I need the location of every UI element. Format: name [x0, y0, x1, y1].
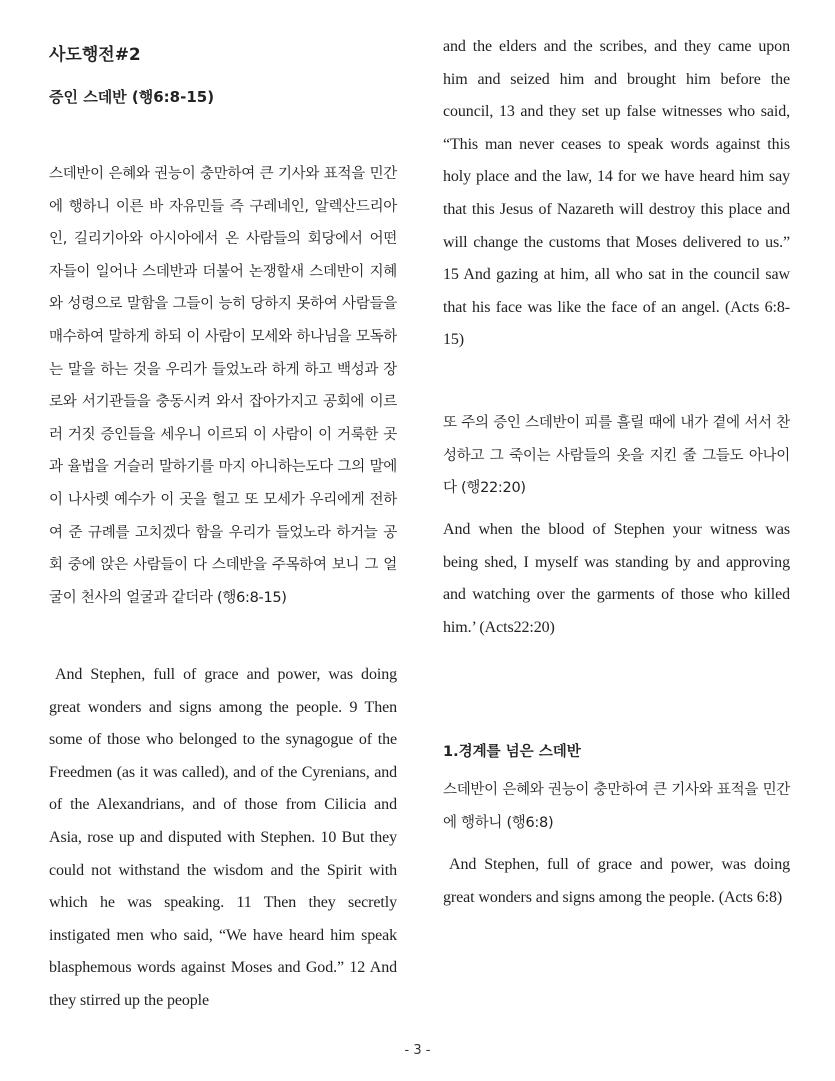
korean-passage-acts6: 스데반이 은혜와 권능이 충만하여 큰 기사와 표적을 민간에 행하니 이른 바 자유민들 즉 구레네인, 알렉산드리아인, 길리기아와 아시아에서 온 사람들의 회당에서 어떤 자들이 일어나 스데반과 더불어 논쟁할새 스데반이 지혜와 성령으로 말함을 그들이 능히 당하지 못하여 사람들을 매수하여 말하게 하되 이 사람이 모세와 하나님을 모독하는 말을 하는 것을 우리가 들었노라 하게 하고 백성과 장로와 서기관들을 충동시켜 와서 잡아가지고 공회에 이르러 거짓 증인들을 세우니 이르되 이 사람이 이 거룩한 곳과 율법을 거슬러 말하기를 마지 아니하는도다 그의 말에 이 나사렛 예수가 이 곳을 헐고 또 모세가 우리에게 전하여 준 규례를 고치겠다 함을 우리가 들었노라 하거늘 공회 중에 앉은 사람들이 다 스데반을 주목하여 보니 그 얼굴이 천사의 얼굴과 같더라 (행6:8-15) [49, 166, 397, 606]
sermon-subtitle: 증인 스데반 (행6:8-15) [49, 88, 215, 106]
document-title: 사도행전#2 [49, 45, 141, 65]
korean-passage-acts22: 또 주의 증인 스데반이 피를 흘릴 때에 내가 곁에 서서 찬성하고 그 죽이는 사람들의 옷을 지킨 줄 그들도 아나이다 (행22:20) [443, 415, 790, 497]
english-passage-acts22: And when the blood of Stephen your witness was being shed, I myself was standing by and approving and watching over the garments of those who killed him.’ (Acts22:20) [443, 521, 790, 636]
korean-passage-acts6-8: 스데반이 은혜와 권능이 충만하여 큰 기사와 표적을 민간에 행하니 (행6:8) [443, 782, 790, 831]
section-heading-1: 1.경계를 넘은 스데반 [443, 744, 581, 760]
page-number: - 3 - [404, 1043, 431, 1058]
english-passage-acts6-8: And Stephen, full of grace and power, was doing great wonders and signs among the people. (Acts 6:8) [443, 856, 790, 906]
english-passage-acts6-continued: and the elders and the scribes, and they came upon him and seized him and brought him before the council, 13 and they set up false witnesses who said, “This man never ceases to speak words against this holy place and the law, 14 for we have heard him say that this Jesus of Nazareth will destroy this place and will change the customs that Moses delivered to us.” 15 And gazing at him, all who sat in the council saw that his face was like the face of an angel. (Acts 6:8-15) [443, 38, 790, 349]
english-passage-acts6: And Stephen, full of grace and power, was doing great wonders and signs among the people. 9 Then some of those who belonged to the synagogue of the Freedmen (as it was called), and of the Cyrenians, and of the Alexandrians, and of those from Cilicia and Asia, rose up and disputed with Stephen. 10 But they could not withstand the wisdom and the Spirit with which he was speaking. 11 Then they secretly instigated men who said, “We have heard him speak blasphemous words against Moses and God.” 12 And they stirred up the people [49, 666, 397, 1009]
